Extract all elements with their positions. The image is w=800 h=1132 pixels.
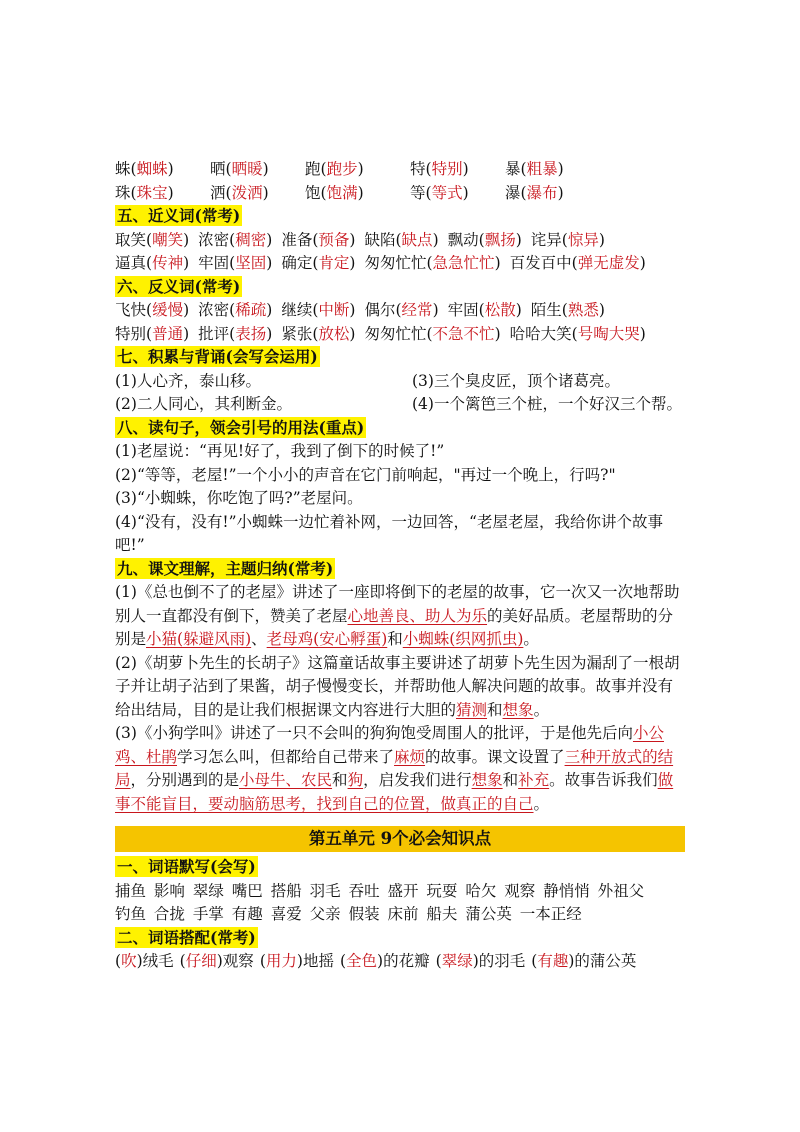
word: 匆匆忙忙 (364, 254, 427, 272)
text: 和 (332, 771, 348, 789)
word: 准备 (281, 230, 313, 249)
paren: ) (598, 301, 605, 319)
page-content (115, 158, 685, 816)
answer-word: 仔细 (185, 952, 217, 970)
word-pair (115, 182, 210, 206)
answer-word: 传神 (152, 254, 184, 272)
paren: ) (598, 230, 605, 249)
word-pair (510, 252, 646, 276)
word-pair (281, 299, 355, 323)
paren: ) (639, 254, 646, 272)
answer-word: 弹无虚发 (577, 254, 640, 272)
text: 。故事告诉我们 (549, 771, 658, 789)
word-pair (531, 299, 605, 323)
char: 饱 (305, 183, 321, 202)
word: 紧张 (281, 324, 313, 343)
paren: ) (557, 183, 564, 202)
answer-text: 麻烦 (394, 747, 426, 766)
text: (2)《胡萝卜先生的长胡子》这篇童话故事主要讲述了胡萝卜先生因为漏刮了一根胡子并让胡子沾到了果酱，胡子慢慢变长，并帮助他人解决问题的故事。故事并没有给出结局，目的是让我们根据课文内容进行大胆的 (115, 653, 680, 719)
char: 珠 (115, 183, 131, 202)
unit5-content (115, 856, 685, 974)
word-pair (364, 252, 500, 276)
collocation (180, 950, 254, 974)
answer-word: 熟悉 (567, 301, 599, 319)
paren: ( (478, 230, 485, 249)
comprehension-paragraph-3 (115, 722, 685, 816)
paren: ) (167, 160, 174, 178)
paren: ( (146, 301, 153, 319)
text: 、 (251, 630, 267, 648)
paren: ) (167, 183, 174, 202)
word: 的羽毛 (478, 952, 526, 970)
paren: ( (426, 324, 433, 343)
paren: ) (357, 160, 364, 178)
paren: ( (478, 301, 485, 319)
word-pair (448, 229, 522, 253)
answer-word: 惊异 (567, 230, 599, 249)
recitation-item-1: (1)人心齐，泰山移。 (115, 371, 261, 390)
char: 蛛 (115, 160, 131, 178)
word: 哈哈大笑 (509, 324, 572, 343)
paren: ( (395, 301, 402, 319)
text: 学习怎么叫，但都给自己带来了 (177, 747, 395, 766)
answer-word: 有趣 (537, 952, 569, 970)
text: 。 (533, 794, 550, 813)
char: 瀑 (505, 183, 521, 202)
paren: ( (571, 324, 578, 343)
text: 和 (502, 771, 519, 789)
paren: ( (561, 301, 568, 319)
paren: ( (571, 254, 578, 272)
heading-label: 六、反义词(常考) (117, 276, 241, 296)
section-heading-dictation (115, 856, 685, 880)
paren: ) (515, 230, 522, 249)
answer-text: 猜测 (456, 700, 488, 719)
answer-word: 蜘蛛 (136, 160, 168, 178)
answer-text: 想象 (502, 700, 534, 719)
text: 和 (387, 630, 403, 648)
char: 暴 (505, 160, 521, 178)
paren: ) (349, 324, 356, 343)
paren: ( (435, 952, 442, 970)
section-heading-recitation (115, 346, 685, 370)
answer-word: 用力 (265, 952, 297, 970)
word: 批评 (198, 324, 230, 343)
heading-label: 一、词语默写(会写) (117, 857, 256, 876)
text: ，启发我们进行 (363, 771, 472, 789)
answer-word: 翠绿 (441, 952, 473, 970)
answer-word: 跑步 (326, 160, 358, 178)
paren: ) (568, 952, 575, 970)
word: 偶尔 (364, 301, 396, 319)
recitation-item-4: (4)一个篱笆三个桩，一个好汉三个帮。 (412, 395, 682, 413)
paren: ) (262, 183, 269, 202)
paren: ( (520, 160, 527, 178)
word-pair (364, 229, 438, 253)
paren: ) (494, 254, 501, 272)
heading-label: 二、词语搭配(常考) (117, 927, 256, 947)
heading-label: 九、课文理解，主题归纳(常考) (117, 558, 334, 578)
answer-word: 全色 (346, 952, 378, 970)
paren: ( (225, 183, 232, 202)
answer-word: 表扬 (235, 324, 267, 343)
paren: ( (339, 952, 347, 970)
paren: ( (130, 160, 137, 178)
answer-word: 缓慢 (152, 301, 184, 319)
word: 观察 (222, 952, 254, 970)
paren: ( (531, 952, 538, 970)
collocation (436, 950, 526, 974)
paren: ( (312, 230, 319, 249)
paren: ( (179, 952, 186, 970)
answer-word: 粗暴 (526, 160, 558, 178)
text: (3)《小狗学叫》讲述了一只不会叫的狗狗饱受周围人的批评，于是他先后向 (115, 724, 633, 742)
section-heading-comprehension (115, 558, 685, 582)
word: 陌生 (530, 301, 562, 319)
collocation (531, 950, 636, 974)
paren: ( (320, 160, 327, 178)
paren: ( (520, 183, 527, 202)
answer-word: 晒暖 (231, 160, 263, 178)
word: 确定 (281, 254, 313, 272)
paren: ) (462, 183, 469, 202)
paren: ( (229, 254, 236, 272)
answer-word: 泼洒 (231, 183, 263, 202)
word-pair (531, 229, 605, 253)
word: 匆匆忙忙 (364, 324, 427, 343)
word-pair (198, 252, 272, 276)
word: 缺陷 (364, 230, 396, 249)
answer-word: 嘲笑 (152, 230, 184, 249)
text: 的故事。课文设置了 (425, 747, 565, 766)
word: 浓密 (198, 230, 230, 249)
word-pair (448, 299, 522, 323)
answer-word: 瀑布 (526, 183, 558, 202)
word-pair (281, 323, 355, 347)
word: 绒毛 (142, 952, 174, 970)
paren: ) (296, 952, 303, 970)
paren: ) (266, 301, 273, 319)
paren: ( (146, 254, 153, 272)
paren: ( (425, 183, 432, 202)
section-heading-collocation (115, 927, 685, 951)
quote-sentence-1: (1)老屋说：“再见!好了，我到了倒下的时候了!” (115, 442, 445, 460)
paren: ( (115, 952, 122, 970)
word-pair (115, 229, 189, 253)
word-pair (198, 229, 272, 253)
answer-text: 小猫(躲避风雨) (146, 630, 252, 648)
answer-word: 预备 (318, 230, 350, 249)
text: 。 (533, 700, 550, 719)
answer-word: 松散 (484, 301, 516, 319)
text: (1)《总也倒不了的老屋》讲述了一座即将倒下的老屋的故事，它一次又一次地帮助别人一直都没有倒下，赞美了老屋 (115, 583, 680, 625)
paren: ) (183, 254, 190, 272)
paren: ( (229, 230, 236, 249)
paren: ) (557, 160, 564, 178)
answer-word: 吹 (121, 952, 137, 970)
paren: ( (312, 324, 319, 343)
answer-word: 稀疏 (235, 301, 267, 319)
paren: ( (395, 230, 402, 249)
paren: ) (494, 324, 501, 343)
word: 取笑 (115, 230, 147, 249)
unit-title-banner: 第五单元 9个必会知识点 (115, 826, 685, 852)
word: 飞快 (115, 301, 147, 319)
paren: ) (183, 324, 190, 343)
paren: ) (472, 952, 479, 970)
answer-word: 饱满 (326, 183, 358, 202)
heading-label: 五、近义词(常考) (117, 206, 241, 225)
answer-word: 缺点 (401, 230, 433, 249)
paren: ( (312, 301, 319, 319)
word: 牢固 (198, 254, 230, 272)
word-pairs-row-2 (115, 182, 685, 206)
paren: ) (349, 254, 356, 272)
collocation-row (115, 950, 685, 974)
paren: ( (130, 183, 137, 202)
answer-text: 想象 (471, 771, 503, 789)
answer-text: 补充 (518, 771, 550, 789)
answer-word: 普通 (152, 324, 184, 343)
recitation-row-1 (115, 370, 685, 394)
text: 和 (487, 700, 503, 719)
paren: ( (320, 183, 327, 202)
paren: ( (561, 230, 568, 249)
answer-text: 老母鸡(安心孵蛋) (266, 630, 388, 648)
word: 牢固 (447, 301, 479, 319)
answer-word: 急急忙忙 (432, 254, 495, 272)
answer-word: 中断 (318, 301, 350, 319)
word-pair (115, 252, 189, 276)
word-pair (510, 323, 646, 347)
paren: ( (259, 952, 266, 970)
answer-word: 坚固 (235, 254, 267, 272)
collocation (260, 950, 334, 974)
paren: ) (136, 952, 143, 970)
text: ，分别遇到的是 (130, 771, 240, 789)
word-pair (281, 229, 355, 253)
recitation-row-2 (115, 393, 685, 417)
word-pair (505, 158, 625, 182)
word: 浓密 (198, 301, 230, 319)
heading-label: 七、积累与背诵(会写会运用) (117, 347, 318, 366)
section-heading-antonyms (115, 276, 685, 300)
paren: ( (225, 160, 232, 178)
comprehension-paragraph-2 (115, 652, 685, 723)
collocation (115, 950, 174, 974)
paren: ) (349, 301, 356, 319)
antonym-row-1 (115, 299, 685, 323)
answer-word: 号啕大哭 (577, 324, 640, 343)
paren: ) (266, 324, 273, 343)
paren: ( (312, 254, 319, 272)
word-pair (410, 158, 505, 182)
paren: ) (377, 952, 384, 970)
answer-word: 放松 (318, 324, 350, 343)
answer-text: 小公鸡、杜鹃 (115, 724, 664, 766)
paren: ) (183, 301, 190, 319)
answer-word: 不急不忙 (432, 324, 495, 343)
answer-text: 三种开放式的结局 (115, 747, 674, 789)
paren: ( (229, 324, 236, 343)
answer-word: 飘扬 (484, 230, 516, 249)
answer-word: 珠宝 (136, 183, 168, 202)
word: 诧异 (530, 230, 562, 249)
quote-sentence-3: (3)“小蜘蛛，你吃饱了吗?”老屋问。 (115, 489, 363, 507)
word-pair (410, 182, 505, 206)
synonym-row-2 (115, 252, 685, 276)
heading-label: 八、读句子，领会引号的用法(重点) (117, 417, 365, 437)
char: 洒 (210, 183, 226, 202)
char: 等 (410, 183, 426, 202)
word-pairs-row-1 (115, 158, 685, 182)
answer-word: 稠密 (235, 230, 267, 249)
recitation-item-3: (3)三个臭皮匠，顶个诸葛亮。 (412, 371, 620, 390)
paren: ) (432, 230, 439, 249)
word-pair (115, 323, 189, 347)
word: 继续 (281, 301, 313, 319)
paren: ) (432, 301, 439, 319)
collocation (340, 950, 430, 974)
answer-text: 小母牛、农民 (239, 771, 333, 789)
paren: ) (183, 230, 190, 249)
section-heading-quotes (115, 417, 685, 441)
paren: ) (349, 230, 356, 249)
answer-word: 肯定 (318, 254, 350, 272)
word: 百发百中 (509, 254, 572, 272)
word-pair (198, 323, 272, 347)
quote-sentence-4: (4)“没有，没有!”小蜘蛛一边忙着补网，一边回答，“老屋老屋，我给你讲个故事吧!” (115, 512, 663, 554)
antonym-row-2 (115, 323, 685, 347)
paren: ) (266, 230, 273, 249)
paren: ) (216, 952, 223, 970)
paren: ( (146, 230, 153, 249)
paren: ( (146, 324, 153, 343)
word-pair (210, 182, 305, 206)
word-pair (305, 182, 410, 206)
answer-word: 特别 (431, 160, 463, 178)
word-pair (505, 182, 625, 206)
word-pair (115, 299, 189, 323)
quote-sentence-2: (2)“等等，老屋!”一个小小的声音在它门前响起，"再过一个晚上，行吗?" (115, 465, 616, 484)
word-pair (364, 299, 438, 323)
word: 的花瓣 (383, 952, 430, 970)
paren: ( (425, 160, 432, 178)
paren: ( (426, 254, 433, 272)
char: 晒 (210, 160, 226, 178)
answer-text: 心地善良、助人为乐 (347, 606, 488, 625)
word-pair (210, 158, 305, 182)
paren: ) (266, 254, 273, 272)
recitation-item-2: (2)二人同心，其利断金。 (115, 395, 292, 413)
paren: ) (357, 183, 364, 202)
paren: ) (462, 160, 469, 178)
section-heading-synonyms (115, 205, 685, 229)
word-pair (115, 158, 210, 182)
word: 逼真 (115, 254, 147, 272)
paren: ) (639, 324, 646, 343)
dictation-words-1: 捕鱼 影响 翠绿 嘴巴 搭船 羽毛 吞吐 盛开 玩耍 哈欠 观察 静悄悄 外祖父 (115, 881, 645, 900)
word-pair (305, 158, 410, 182)
word: 特别 (115, 324, 147, 343)
word-pair (281, 252, 355, 276)
word: 飘动 (447, 230, 479, 249)
synonym-row-1 (115, 229, 685, 253)
answer-word: 经常 (401, 301, 433, 319)
word: 的蒲公英 (574, 952, 637, 970)
word-pair (198, 299, 272, 323)
paren: ) (515, 301, 522, 319)
text: 的美好品质。老屋帮助的分别是 (115, 606, 674, 648)
paren: ) (262, 160, 269, 178)
char: 跑 (305, 160, 321, 178)
paren: ( (229, 301, 236, 319)
answer-text: 小蜘蛛(织网抓虫) (402, 630, 524, 648)
answer-word: 等式 (431, 183, 463, 202)
answer-text: 做事不能盲目，要动脑筋思考，找到自己的位置，做真正的自己 (115, 771, 674, 813)
dictation-words-2: 钓鱼 合拢 手掌 有趣 喜爱 父亲 假装 床前 船夫 蒲公英 一本正经 (115, 905, 582, 923)
char: 特 (410, 160, 426, 178)
word-pair (364, 323, 500, 347)
comprehension-paragraph-1 (115, 581, 685, 652)
answer-text: 狗 (347, 771, 364, 789)
text: 。 (523, 630, 539, 648)
word: 地摇 (302, 952, 334, 970)
